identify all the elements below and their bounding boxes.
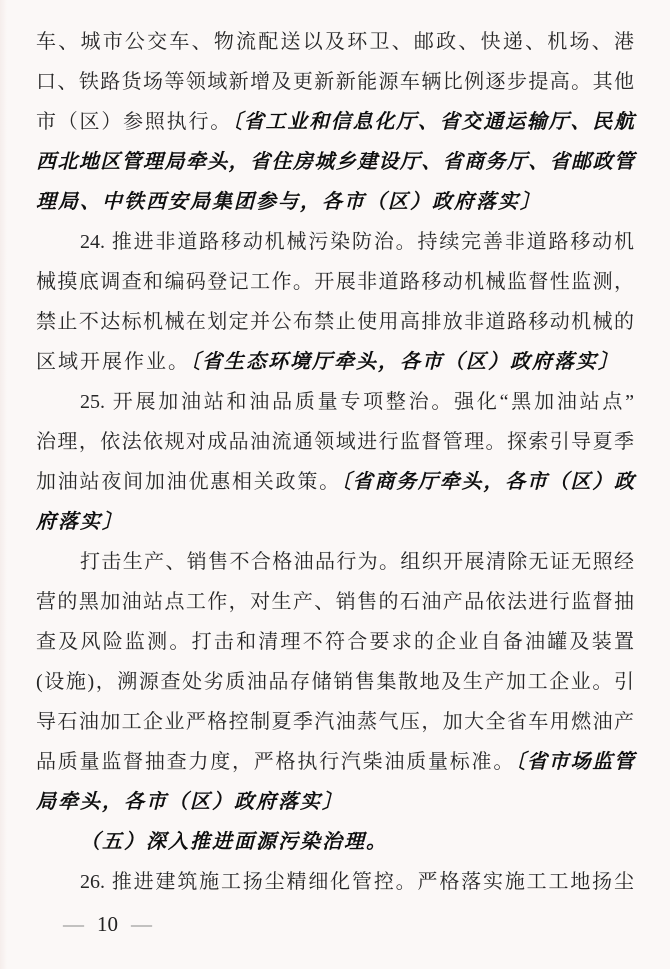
text-line-11 <box>36 422 634 462</box>
responsibility-note: 〔省生态环境厅牵头，各市（区）政府落实〕 <box>190 351 620 373</box>
text-line-17 <box>36 662 634 702</box>
text-line-9 <box>36 342 634 382</box>
body-text: 治理，依法依规对成品油流通领域进行监督管理。探索引导夏季 <box>36 431 634 453</box>
text-line-7 <box>36 262 634 302</box>
text-line-10 <box>36 382 634 422</box>
text-line-15 <box>36 582 634 622</box>
responsibility-note: 局牵头，各市（区）政府落实〕 <box>36 791 344 813</box>
text-line-8 <box>36 302 634 342</box>
section-heading: （五）深入推进面源污染治理。 <box>80 831 388 853</box>
body-text: (设施)，溯源查处劣质油品存储销售集散地及生产加工企业。引 <box>36 671 634 693</box>
body-text: 打击生产、销售不合格油品行为。组织开展清除无证无照经 <box>80 551 634 573</box>
responsibility-note: 〔省市场监管 <box>515 751 635 773</box>
text-line-14 <box>36 542 634 582</box>
responsibility-note: 西北地区管理局牵头，省住房城乡建设厅、省商务厅、省邮政管 <box>36 151 634 173</box>
body-text: 加油站夜间加油优惠相关政策。 <box>36 471 341 493</box>
text-line-22 <box>36 862 634 902</box>
text-line-20 <box>36 782 634 822</box>
body-text: 械摸底调查和编码登记工作。开展非道路移动机械监督性监测， <box>36 271 634 293</box>
page-footer <box>63 908 152 940</box>
footer-dash-right: — <box>131 912 152 936</box>
text-line-1 <box>36 22 634 62</box>
text-line-4 <box>36 142 634 182</box>
body-text: 导石油加工企业严格控制夏季汽油蒸气压，加大全省车用燃油产 <box>36 711 634 733</box>
responsibility-note: 〔省工业和信息化厅、省交通运输厅、民航 <box>232 111 634 133</box>
responsibility-note: 理局、中铁西安局集团参与，各市（区）政府落实〕 <box>36 191 542 213</box>
text-line-21 <box>36 822 634 862</box>
text-line-19 <box>36 742 634 782</box>
text-line-2 <box>36 62 634 102</box>
body-text: 查及风险监测。打击和清理不符合要求的企业自备油罐及装置 <box>36 631 634 653</box>
body-text: 口、铁路货场等领域新增及更新新能源车辆比例逐步提高。其他 <box>36 71 634 93</box>
responsibility-note: 〔省商务厅牵头，各市（区）政 <box>340 471 635 493</box>
content-area <box>36 22 634 902</box>
text-line-18 <box>36 702 634 742</box>
body-text: 市（区）参照执行。 <box>36 111 232 133</box>
body-text: 区域开展作业。 <box>36 351 190 373</box>
responsibility-note: 府落实〕 <box>36 511 124 533</box>
body-text: 26. 推进建筑施工扬尘精细化管控。严格落实施工工地扬尘 <box>80 871 634 893</box>
footer-dash-left: — <box>63 912 84 936</box>
text-line-16 <box>36 622 634 662</box>
body-text: 禁止不达标机械在划定并公布禁止使用高排放非道路移动机械的 <box>36 311 634 333</box>
body-text: 品质量监督抽查力度，严格执行汽柴油质量标准。 <box>36 751 516 773</box>
body-text: 车、城市公交车、物流配送以及环卫、邮政、快递、机场、港 <box>36 31 634 53</box>
text-line-12 <box>36 462 634 502</box>
text-line-3 <box>36 102 634 142</box>
text-line-13 <box>36 502 634 542</box>
body-text: 24. 推进非道路移动机械污染防治。持续完善非道路移动机 <box>80 231 634 253</box>
body-text: 营的黑加油站点工作，对生产、销售的石油产品依法进行监督抽 <box>36 591 634 613</box>
text-line-5 <box>36 182 634 222</box>
page-number: 10 <box>97 912 118 936</box>
body-text: 25. 开展加油站和油品质量专项整治。强化“黑加油站点” <box>80 391 634 413</box>
text-line-6 <box>36 222 634 262</box>
